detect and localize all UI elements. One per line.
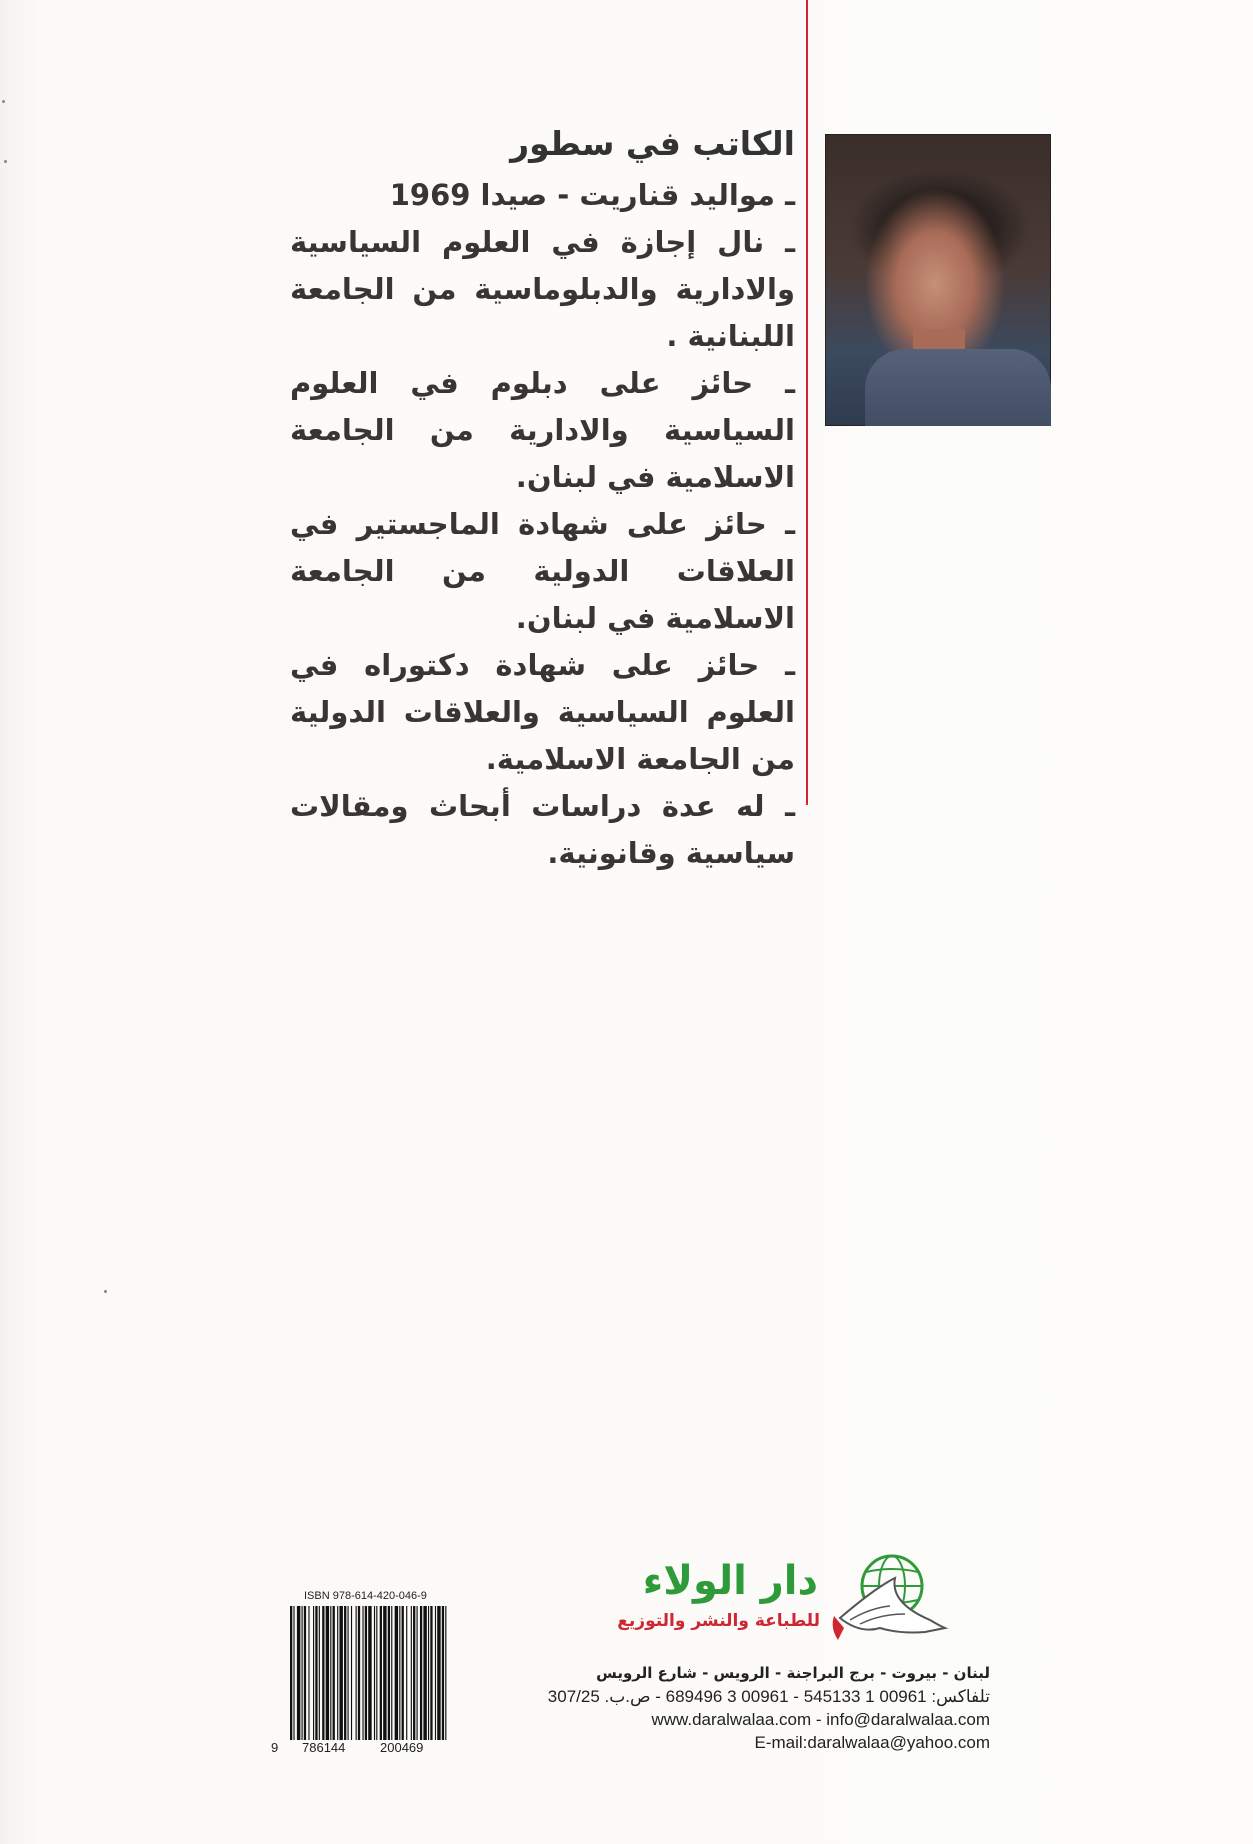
bio-item-birth: ـ مواليد قناريت - صيدا 1969 xyxy=(389,178,795,212)
barcode-bar xyxy=(383,1606,386,1740)
barcode-bar xyxy=(339,1606,342,1740)
barcode-bar xyxy=(362,1606,363,1740)
barcode-bar xyxy=(437,1606,440,1740)
author-photo-shirt xyxy=(865,349,1051,426)
author-photo xyxy=(825,134,1051,426)
barcode-bar xyxy=(380,1606,382,1740)
bio-title: الكاتب في سطور xyxy=(510,124,795,163)
bio-item-doctorate: ـ حائز على شهادة دكتوراه في العلوم السياسية والعلاقات الدولية من الجامعة الاسلامية. xyxy=(290,648,795,776)
barcode-bar xyxy=(358,1606,360,1740)
barcode-digit-group2: 200469 xyxy=(380,1740,424,1755)
barcode-bar xyxy=(333,1606,335,1740)
barcode-bar xyxy=(348,1606,349,1740)
barcode-bar xyxy=(365,1606,367,1740)
barcode-bar xyxy=(330,1606,331,1740)
bio-item-bachelor: ـ نال إجازة في العلوم السياسية والادارية والدبلوماسية من الجامعة اللبنانية . xyxy=(290,225,795,353)
barcode-bar xyxy=(374,1606,375,1740)
barcode-bar xyxy=(430,1606,432,1740)
barcode-bar xyxy=(313,1606,314,1740)
bio-item-publications: ـ له عدة دراسات أبحاث ومقالات سياسية وقانونية. xyxy=(290,789,795,870)
barcode-digit-group1: 786144 xyxy=(302,1740,346,1755)
publisher-tagline: للطباعة والنشر والتوزيع xyxy=(617,1611,820,1631)
isbn-barcode xyxy=(268,1590,454,1765)
barcode-bar xyxy=(302,1606,303,1740)
barcode-bar xyxy=(442,1606,444,1740)
paper-speck xyxy=(4,160,7,163)
barcode-bar xyxy=(411,1606,412,1740)
author-bio xyxy=(290,120,795,877)
barcode-bar xyxy=(308,1606,309,1740)
barcode-bar xyxy=(319,1606,320,1740)
publisher-address xyxy=(520,1662,990,1754)
barcode-bar xyxy=(402,1606,404,1740)
barcode-bar xyxy=(445,1606,446,1740)
barcode-bar xyxy=(399,1606,400,1740)
barcode-bar xyxy=(337,1606,338,1740)
address-phone: تلفاكس: 00961 1 545133 - 00961 3 689496 - ص.ب. 307/25 xyxy=(547,1687,990,1706)
barcode-bar xyxy=(406,1606,407,1740)
barcode-bar xyxy=(293,1606,294,1740)
barcode-bar xyxy=(423,1606,426,1740)
barcode-bar xyxy=(368,1606,371,1740)
address-web: www.daralwalaa.com - info@daralwalaa.com xyxy=(651,1710,990,1729)
barcode-bar xyxy=(356,1606,357,1740)
paper-speck xyxy=(2,100,5,103)
barcode-bar xyxy=(391,1606,392,1740)
barcode-bar xyxy=(322,1606,324,1740)
barcode-bar xyxy=(315,1606,317,1740)
bio-item-diploma: ـ حائز على دبلوم في العلوم السياسية والادارية من الجامعة الاسلامية في لبنان. xyxy=(290,366,795,494)
red-vertical-rule xyxy=(806,0,808,805)
barcode-bar xyxy=(435,1606,436,1740)
barcode-bar xyxy=(351,1606,352,1740)
publisher-logo xyxy=(617,1548,950,1648)
barcode-bar xyxy=(428,1606,429,1740)
bio-item-masters: ـ حائز على شهادة الماجستير في العلاقات الدولية من الجامعة الاسلامية في لبنان. xyxy=(290,507,795,635)
address-street: لبنان - بيروت - برج البراجنة - الرويس - شارع الرويس xyxy=(596,1664,990,1682)
barcode-bar xyxy=(297,1606,300,1740)
globe-bird-icon xyxy=(820,1548,950,1648)
publisher-name: دار الولاء xyxy=(642,1558,818,1604)
barcode-bar xyxy=(395,1606,398,1740)
barcode-bar xyxy=(413,1606,415,1740)
isbn-label: ISBN 978-614-420-046-9 xyxy=(304,1590,427,1602)
paper-speck xyxy=(104,1290,107,1293)
barcode-bars xyxy=(288,1606,452,1740)
barcode-bar xyxy=(376,1606,377,1740)
barcode-bar xyxy=(344,1606,346,1740)
barcode-bar xyxy=(388,1606,390,1740)
barcode-bar xyxy=(304,1606,306,1740)
barcode-bar xyxy=(420,1606,422,1740)
barcode-digit-first: 9 xyxy=(271,1740,279,1755)
barcode-bar xyxy=(290,1606,292,1740)
barcode-bar xyxy=(326,1606,329,1740)
address-email: E-mail:daralwalaa@yahoo.com xyxy=(754,1733,990,1752)
barcode-bar xyxy=(417,1606,418,1740)
